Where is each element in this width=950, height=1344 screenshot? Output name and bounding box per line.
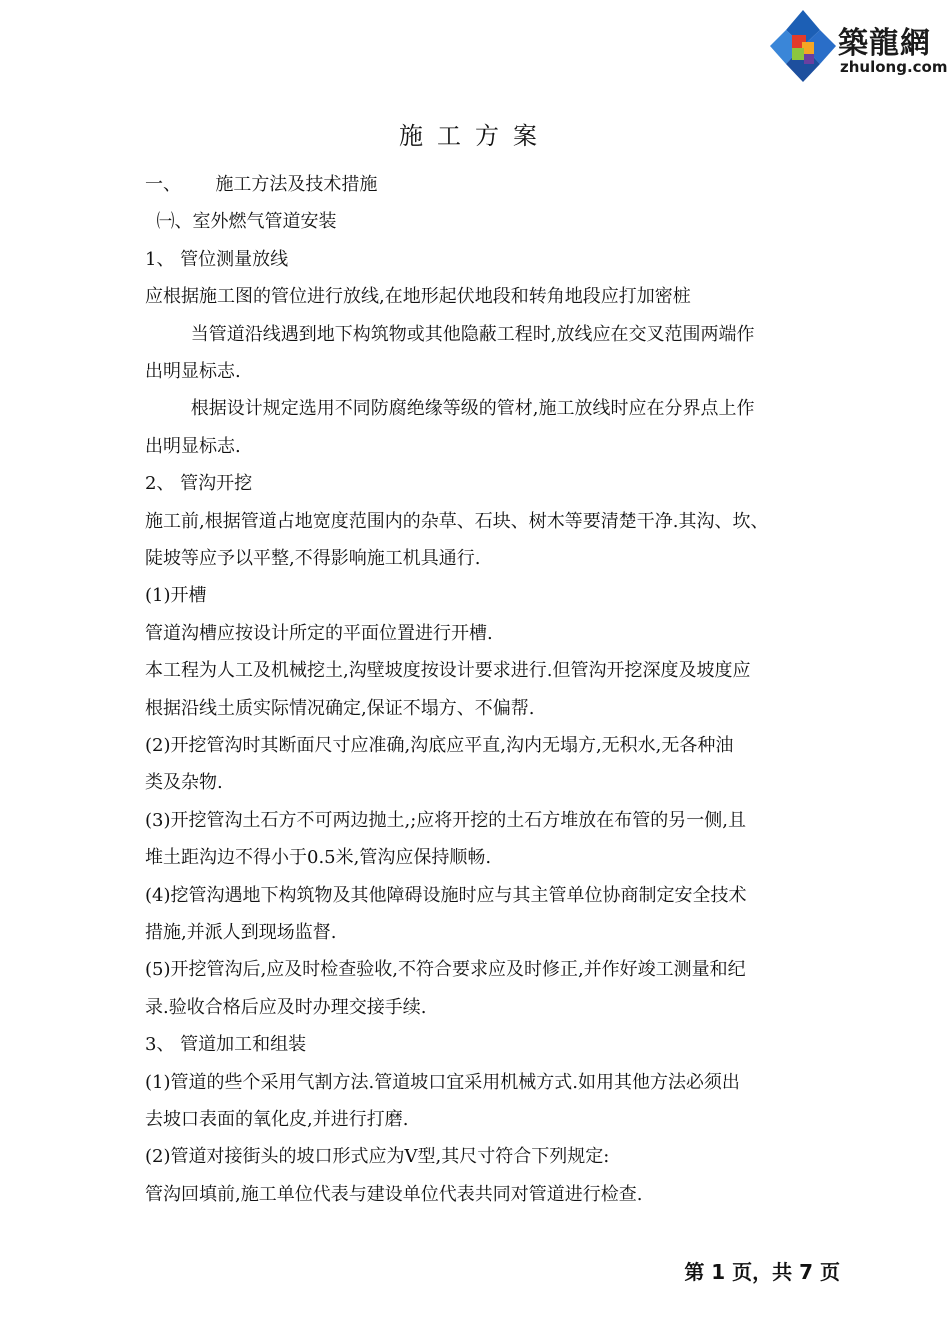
document-title: 施工方案	[399, 122, 551, 150]
body-line: 堆土距沟边不得小于0.5米,管沟应保持顺畅.	[145, 847, 492, 869]
body-line: 当管道沿线遇到地下构筑物或其他隐蔽工程时,放线应在交叉范围两端作	[145, 323, 755, 345]
body-line: 管沟回填前,施工单位代表与建设单位代表共同对管道进行检查.	[145, 1183, 643, 1205]
body-line: 1、 管位测量放线	[145, 248, 289, 270]
page-number: 第 1 页，共 7 页	[684, 1260, 840, 1284]
body-line: (4)挖管沟遇地下构筑物及其他障碍设施时应与其主管单位协商制定安全技术	[145, 884, 747, 906]
body-line: 去坡口表面的氧化皮,并进行打磨.	[145, 1109, 409, 1130]
body-line: (1)管道的些个采用气割方法.管道坡口宜采用机械方式.如用其他方法必须出	[145, 1071, 740, 1093]
body-line: 类及杂物.	[145, 772, 223, 794]
body-line: 出明显标志.	[145, 435, 241, 457]
body-line: 本工程为人工及机械挖土,沟壁坡度按设计要求进行.但管沟开挖深度及坡度应	[145, 660, 751, 682]
body-line: 3、 管道加工和组装	[145, 1034, 307, 1056]
body-line: (2)管道对接街头的坡口形式应为V型,其尺寸符合下列规定:	[145, 1146, 610, 1168]
body-line: 一、 施工方法及技术措施	[145, 174, 378, 195]
logo-chinese-text: 築龍網	[838, 26, 931, 61]
body-line: 应根据施工图的管位进行放线,在地形起伏地段和转角地段应打加密桩	[145, 286, 691, 308]
body-line: 2、 管沟开挖	[145, 473, 253, 495]
body-line: (3)开挖管沟土石方不可两边抛土,;应将开挖的土石方堆放在布管的另一侧,且	[145, 809, 747, 831]
body-line: ㈠、室外燃气管道安装	[145, 211, 337, 233]
logo-english-text: zhulong.com	[840, 58, 948, 76]
body-line: (1)开槽	[145, 585, 207, 607]
body-line: (2)开挖管沟时其断面尺寸应准确,沟底应平直,沟内无塌方,无积水,无各种油	[145, 735, 734, 756]
zhulong-logo	[768, 8, 946, 86]
body-line: 措施,并派人到现场监督.	[145, 922, 337, 943]
body-line: 根据沿线土质实际情况确定,保证不塌方、不偏帮.	[145, 697, 535, 719]
body-line: 根据设计规定选用不同防腐绝缘等级的管材,施工放线时应在分界点上作	[145, 398, 755, 420]
body-line: 施工前,根据管道占地宽度范围内的杂草、石块、树木等要清楚干净.其沟、坎、	[145, 510, 769, 532]
body-line: 陡坡等应予以平整,不得影响施工机具通行.	[145, 548, 481, 569]
body-line: 管道沟槽应按设计所定的平面位置进行开槽.	[145, 622, 493, 644]
body-line: (5)开挖管沟后,应及时检查验收,不符合要求应及时修正,并作好竣工测量和纪	[145, 959, 746, 981]
body-line: 出明显标志.	[145, 361, 241, 382]
diamond-logo-icon	[768, 8, 838, 86]
body-line: 录.验收合格后应及时办理交接手续.	[145, 996, 427, 1018]
